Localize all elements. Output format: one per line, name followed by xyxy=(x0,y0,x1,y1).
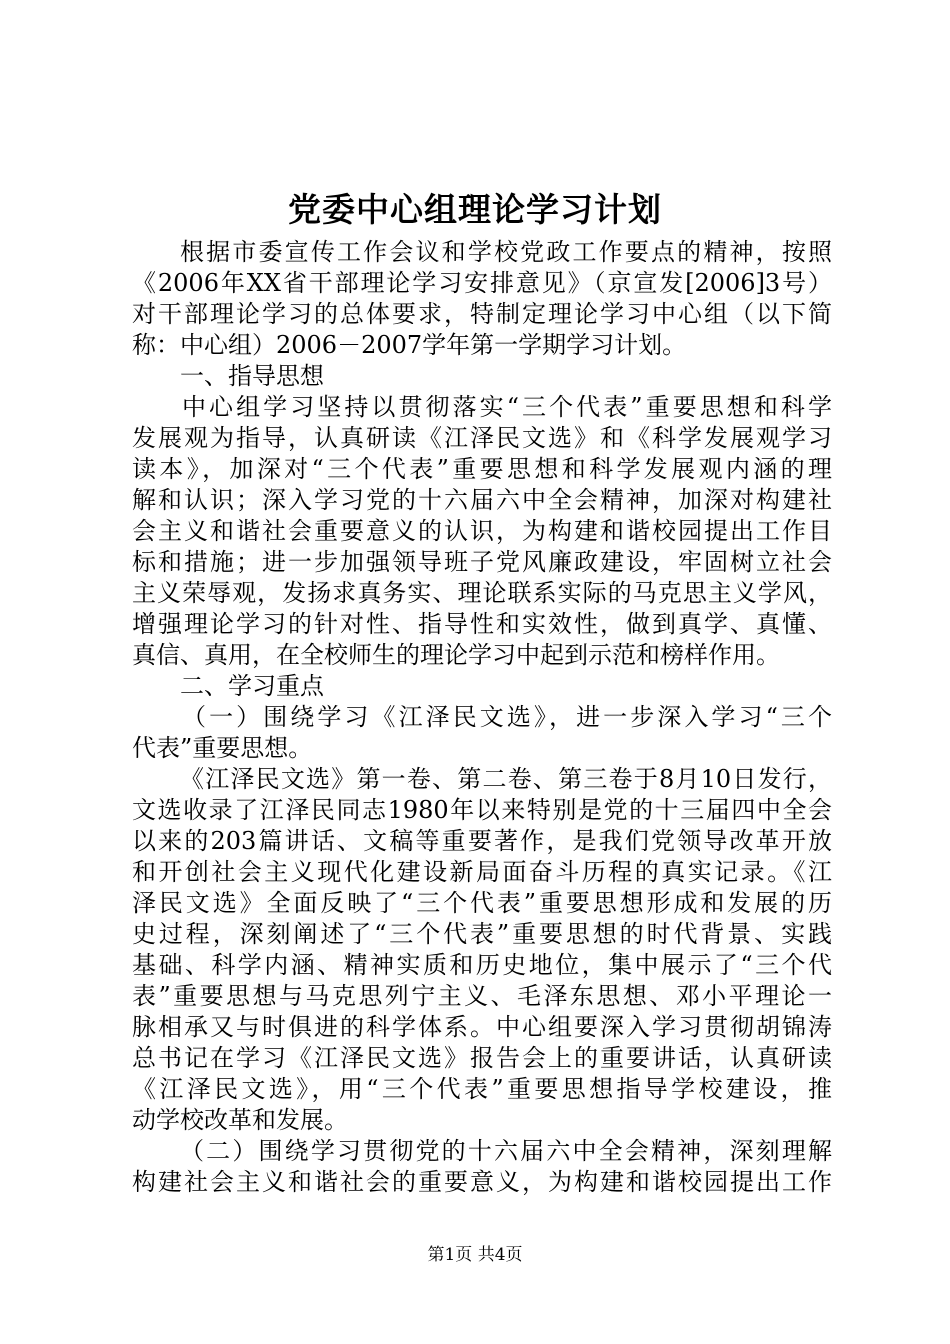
text-line: 《江泽民文选》，用“三个代表”重要思想指导学校建设，推 xyxy=(132,1075,832,1103)
text-line: 表”重要思想与马克思列宁主义、毛泽东思想、邓小平理论一 xyxy=(132,982,832,1010)
text-line: 文选收录了江泽民同志1980年以来特别是党的十三届四中全会 xyxy=(132,796,832,824)
text-line: 根据市委宣传工作会议和学校党政工作要点的精神，按照 xyxy=(180,238,832,266)
text-line: 中心组学习坚持以贯彻落实“三个代表”重要思想和科学 xyxy=(182,393,832,421)
text-line: （一）围绕学习《江泽民文选》，进一步深入学习“三个 xyxy=(182,703,832,731)
document-body xyxy=(132,237,832,1198)
text-line: 构建社会主义和谐社会的重要意义，为构建和谐校园提出工作 xyxy=(132,1168,832,1196)
section-heading: 二、学习重点 xyxy=(180,672,324,700)
text-line: 《2006年XX省干部理论学习安排意见》（京宣发[2006]3号） xyxy=(132,269,832,297)
text-line: 读本》，加深对“三个代表”重要思想和科学发展观内涵的理 xyxy=(132,455,832,483)
text-line: 《江泽民文选》第一卷、第二卷、第三卷于8月10日发行， xyxy=(180,765,832,793)
section-heading: 一、指导思想 xyxy=(180,362,324,390)
text-line: 标和措施；进一步加强领导班子党风廉政建设，牢固树立社会 xyxy=(132,548,832,576)
text-line: 增强理论学习的针对性、指导性和实效性，做到真学、真懂、 xyxy=(132,610,832,638)
text-line: 脉相承又与时俱进的科学体系。中心组要深入学习贯彻胡锦涛 xyxy=(132,1013,832,1041)
text-line: 基础、科学内涵、精神实质和历史地位，集中展示了“三个代 xyxy=(132,951,832,979)
text-line: 和开创社会主义现代化建设新局面奋斗历程的真实记录。《江 xyxy=(132,858,832,886)
document-title: 党委中心组理论学习计划 xyxy=(288,190,662,229)
text-line: 总书记在学习《江泽民文选》报告会上的重要讲话，认真研读 xyxy=(132,1044,832,1072)
text-line: 发展观为指导，认真研读《江泽民文选》和《科学发展观学习 xyxy=(132,424,832,452)
text-line: 真信、真用，在全校师生的理论学习中起到示范和榜样作用。 xyxy=(132,641,780,669)
page-number: 第1页 共4页 xyxy=(427,1245,523,1265)
text-line: 解和认识；深入学习党的十六届六中全会精神，加深对构建社 xyxy=(132,486,832,514)
text-line: 泽民文选》全面反映了“三个代表”重要思想形成和发展的历 xyxy=(132,889,832,917)
text-line: 以来的203篇讲话、文稿等重要著作，是我们党领导改革开放 xyxy=(132,827,832,855)
text-line: 史过程，深刻阐述了“三个代表”重要思想的时代背景、实践 xyxy=(132,920,832,948)
text-line: 代表”重要思想。 xyxy=(132,734,313,762)
text-line: 主义荣辱观，发扬求真务实、理论联系实际的马克思主义学风， xyxy=(132,579,832,607)
text-line: （二）围绕学习贯彻党的十六届六中全会精神，深刻理解 xyxy=(180,1137,832,1165)
text-line: 动学校改革和发展。 xyxy=(132,1106,348,1134)
text-line: 会主义和谐社会重要意义的认识，为构建和谐校园提出工作目 xyxy=(132,517,832,545)
text-line: 对干部理论学习的总体要求，特制定理论学习中心组（以下简 xyxy=(132,300,832,328)
text-line: 称：中心组）2006－2007学年第一学期学习计划。 xyxy=(132,331,687,359)
